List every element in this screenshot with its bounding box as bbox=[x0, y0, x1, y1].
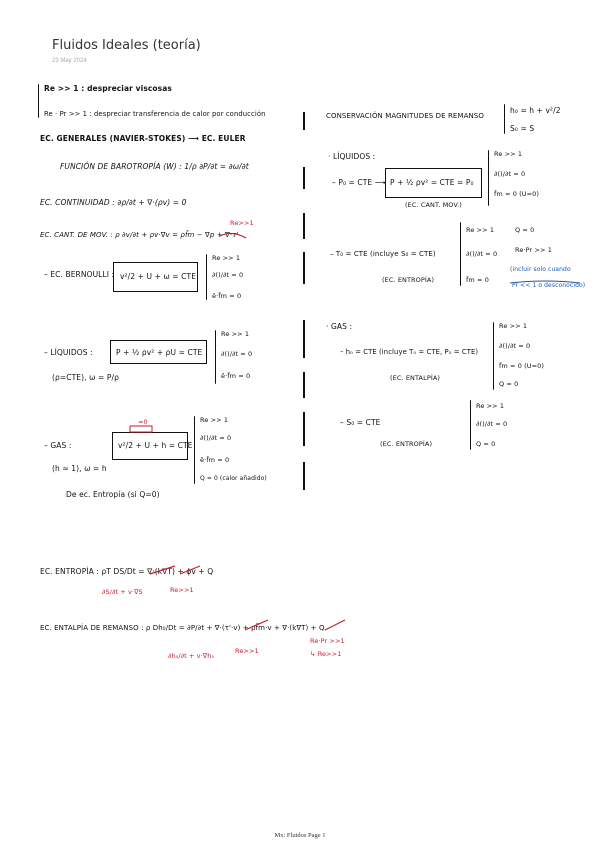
p0-condition: ∂()/∂t = 0 bbox=[494, 170, 526, 178]
condition-reynolds-prandtl: Re · Pr >> 1 : despreciar transferencia de calor por conducción bbox=[44, 110, 266, 118]
p0-equation: P + ½ ρv² = CTE = P₀ bbox=[390, 178, 474, 187]
stagnation-enthalpy-equation: EC. ENTALPÍA DE REMANSO : ρ Dh₀/Dt = ∂P/∂t + ∇·(τ'·v) + ρf̄m·v + ∇·(k∇T) + Q bbox=[40, 624, 325, 632]
liquids-subtext: (ρ=CTE), ω = P/ρ bbox=[52, 373, 119, 382]
column-divider bbox=[303, 167, 305, 189]
stagnation-enthalpy-definition: h₀ = h + v²/2 bbox=[510, 106, 561, 115]
s0-condition: Q = 0 bbox=[476, 440, 496, 448]
stagnation-enthalpy-note: Re·Pr >>1 bbox=[310, 637, 345, 645]
column-divider bbox=[303, 320, 305, 358]
t0-note: Pr << 1 o desconocido) bbox=[512, 282, 586, 289]
p0-label: – P₀ = CTE ⟶ bbox=[332, 178, 386, 187]
momentum-note: Re>>1 bbox=[230, 219, 254, 227]
stagnation-entropy-definition: S₀ = S bbox=[510, 124, 535, 133]
right-liquids-heading: · LÍQUIDOS : bbox=[328, 152, 376, 161]
condition-brace bbox=[38, 84, 39, 118]
s0-conditions-brace bbox=[470, 400, 471, 450]
h0-condition: ∂()/∂t = 0 bbox=[499, 342, 531, 350]
p0-conditions-brace bbox=[488, 150, 489, 206]
gas-condition: Q = 0 (calor añadido) bbox=[200, 475, 267, 482]
gas-equation: v²/2 + U + h = CTE bbox=[118, 441, 193, 450]
gas-label: – GAS : bbox=[44, 441, 72, 450]
t0-subtext: (EC. ENTROPÍA) bbox=[382, 276, 435, 284]
gas-condition: Re >> 1 bbox=[200, 416, 229, 424]
general-equations-heading: EC. GENERALES (NAVIER-STOKES) ⟶ EC. EULER bbox=[40, 134, 246, 143]
stagnation-enthalpy-note: ↳ Re>>1 bbox=[310, 650, 342, 658]
t0-condition: Re >> 1 bbox=[466, 226, 495, 234]
h0-conditions-brace bbox=[493, 322, 494, 390]
bernoulli-condition: ē·f̄m = 0 bbox=[212, 292, 242, 300]
t0-conditions-brace bbox=[460, 222, 461, 286]
page-title: Fluidos Ideales (teoría) bbox=[52, 38, 201, 53]
page-footer: Mx: Fluidos Page 1 bbox=[274, 832, 326, 839]
s0-subtext: (EC. ENTROPÍA) bbox=[380, 440, 433, 448]
liquids-condition: ∂()/∂t = 0 bbox=[221, 350, 253, 358]
gas-subtext: (h ≈ 1), ω = h bbox=[52, 464, 107, 473]
p0-subtext: (EC. CANT. MOV.) bbox=[405, 201, 462, 209]
column-divider bbox=[303, 412, 305, 446]
t0-note: (incluir solo cuando bbox=[510, 266, 571, 273]
column-divider bbox=[303, 462, 305, 490]
bernoulli-label: – EC. BERNOULLI : bbox=[44, 270, 115, 279]
bernoulli-condition: Re >> 1 bbox=[212, 254, 241, 262]
bernoulli-conditions-brace bbox=[206, 254, 207, 300]
gas-condition: ē·f̄m = 0 bbox=[200, 456, 230, 464]
stagnation-enthalpy-substitution: ∂h₀/∂t + v·∇h₀ bbox=[168, 652, 215, 660]
momentum-equation: EC. CANT. DE MOV. : ρ ∂v/∂t + ρv·∇v = ρf̄m − ∇p + ∇·τ' bbox=[40, 231, 239, 239]
s0-condition: ∂()/∂t = 0 bbox=[476, 420, 508, 428]
stagnation-definitions-brace bbox=[504, 104, 505, 134]
continuity-equation: EC. CONTINUIDAD : ∂ρ/∂t + ∇·(ρv) = 0 bbox=[40, 198, 187, 207]
column-divider bbox=[303, 112, 305, 130]
entropy-note: Re>>1 bbox=[170, 586, 194, 594]
liquids-condition: Re >> 1 bbox=[221, 330, 250, 338]
liquids-label: – LÍQUIDOS : bbox=[44, 348, 93, 357]
p0-condition: f̄m = 0 (U=0) bbox=[494, 190, 540, 198]
h0-subtext: (EC. ENTALPÍA) bbox=[390, 374, 441, 382]
column-divider bbox=[303, 252, 305, 284]
s0-label: – S₀ = CTE bbox=[340, 418, 381, 427]
h0-condition: Q = 0 bbox=[499, 380, 519, 388]
page-date: 23 May 2024 bbox=[52, 58, 87, 64]
column-divider bbox=[303, 372, 305, 398]
h0-condition: f̄m = 0 (U=0) bbox=[499, 362, 545, 370]
barotropy-function: FUNCIÓN DE BAROTROPÍA (W) : 1/ρ ∂P/∂t = ∂ω/∂t bbox=[60, 162, 249, 171]
liquids-condition: ē·f̄m = 0 bbox=[221, 372, 251, 380]
s0-condition: Re >> 1 bbox=[476, 402, 505, 410]
gas-conditions-brace bbox=[194, 416, 195, 484]
t0-peclet: Re·Pr >> 1 bbox=[515, 246, 552, 254]
t0-label: – T₀ = CTE (incluye S₀ = CTE) bbox=[330, 250, 436, 258]
t0-heat: Q = 0 bbox=[515, 226, 535, 234]
right-gas-heading: · GAS : bbox=[326, 322, 353, 331]
p0-condition: Re >> 1 bbox=[494, 150, 523, 158]
condition-reynolds: Re >> 1 : despreciar viscosas bbox=[44, 84, 172, 93]
liquids-conditions-brace bbox=[215, 330, 216, 384]
column-divider bbox=[303, 213, 305, 239]
h0-condition: Re >> 1 bbox=[499, 322, 528, 330]
bernoulli-condition: ∂()/∂t = 0 bbox=[212, 271, 244, 279]
gas-annotation: ≈0 bbox=[138, 418, 148, 426]
liquids-equation: P + ½ ρv² + ρU = CTE bbox=[116, 348, 203, 357]
entropy-equation: EC. ENTROPÍA : ρT DS/Dt = ∇·(k∇T) + ϕv + Q bbox=[40, 567, 214, 576]
stagnation-enthalpy-note: Re>>1 bbox=[235, 647, 259, 655]
stagnation-heading: CONSERVACIÓN MAGNITUDES DE REMANSO bbox=[326, 112, 484, 120]
t0-condition: f̄m = 0 bbox=[466, 276, 489, 284]
gas-condition: ∂()/∂t = 0 bbox=[200, 434, 232, 442]
t0-condition: ∂()/∂t = 0 bbox=[466, 250, 498, 258]
bernoulli-equation: v²/2 + U + ω = CTE bbox=[120, 272, 197, 281]
entropy-substitution: ∂S/∂t + v·∇S bbox=[102, 588, 143, 596]
gas-note: De ec. Entropía (si Q=0) bbox=[66, 490, 160, 499]
h0-label: – h₀ = CTE (incluye T₀ = CTE, P₀ = CTE) bbox=[340, 348, 479, 356]
